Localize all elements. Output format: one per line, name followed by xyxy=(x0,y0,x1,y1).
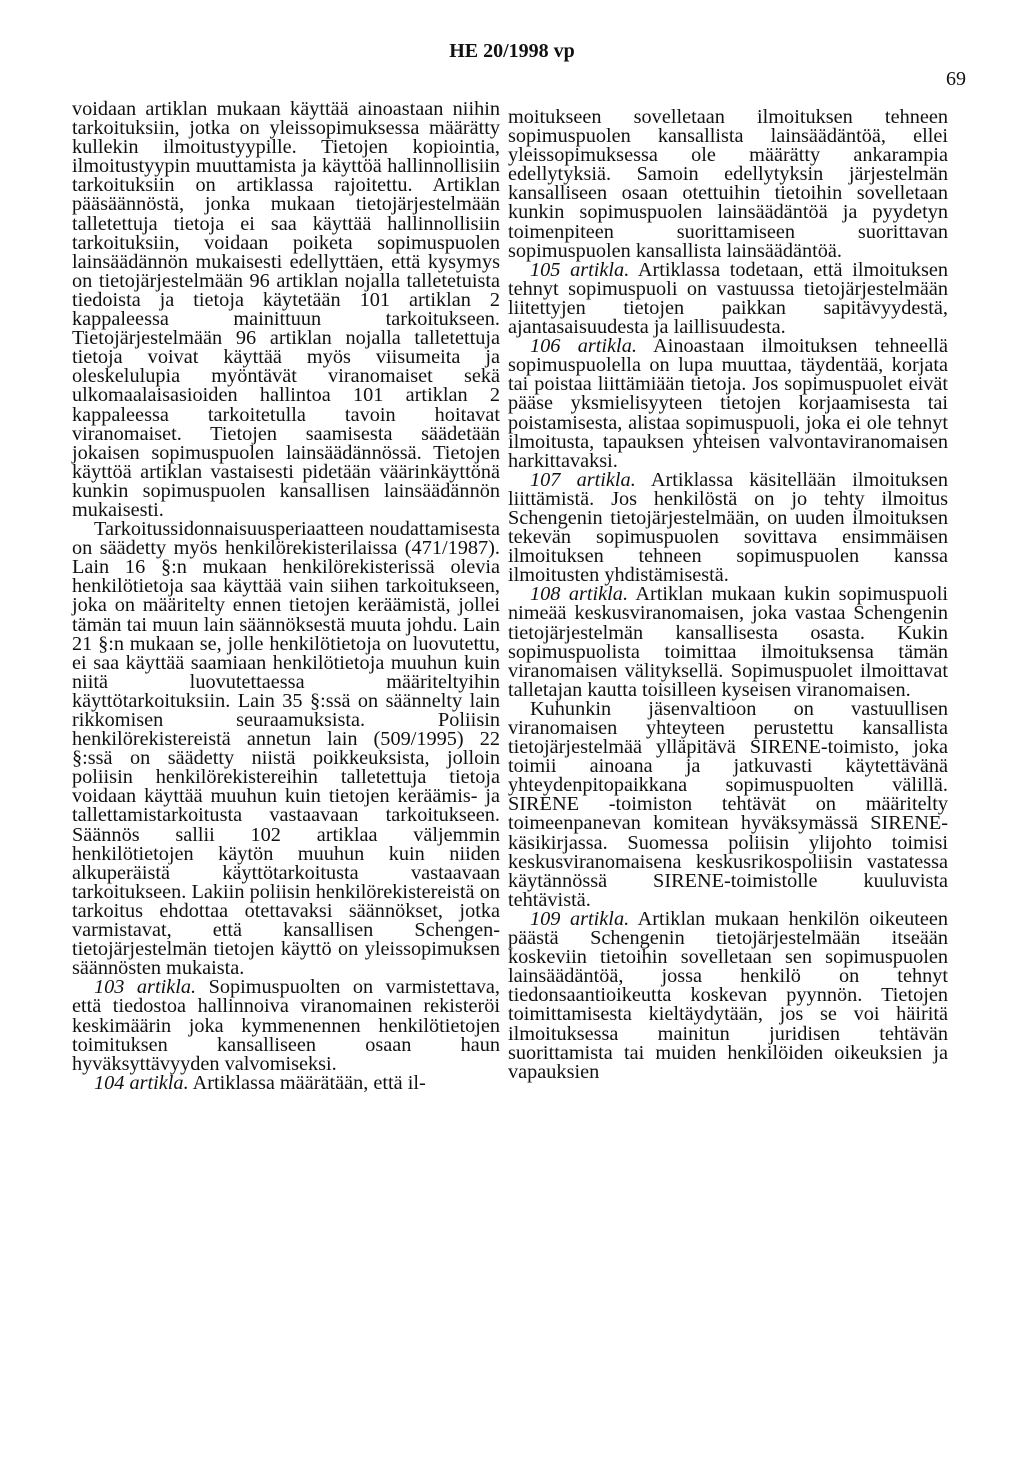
paragraph-text: voidaan artiklan mukaan käyttää ainoastaan niihin tarkoituksiin, jotka on yleissopimuksessa määrätty kullekin ilmoitustyypille. Tietojen kopiointia, ilmoitustyypin muuttamista ja käyttöä hallinnollisiin tarkoituksiin on artiklassa rajoitettu. Artiklan pääsäännöstä, jonka mukaan tietojärjestelmään talletettuja tietoja ei saa käyttää hallinnollisiin tarkoituksiin, voidaan poiketa sopimuspuolen lainsäädännön mukaisesti edellyttäen, että kysymys on tietojärjestelmään 96 artiklan nojalla talletetuista tiedoista ja tietoja käytetään 101 artiklan 2 kappaleessa mainittuun tarkoitukseen. Tietojärjestelmään 96 artiklan nojalla talletettuja tietoja voivat käyttää myös viisumeita ja oleskelulupia myöntävät viranomaiset sekä ulkomaalaisasioiden hallintoa 101 artiklan 2 kappaleessa tarkoitetulla tavoin hoitavat viranomaiset. Tietojen saamisesta säädetään jokaisen sopimuspuolen lainsäädännössä. Tietojen käyttöä artiklan vastaisesti pidetään väärinkäyttönä kunkin sopimuspuolen kansallisen lainsäädännön mukaisesti. xyxy=(72,98,500,521)
right-column xyxy=(508,108,948,1082)
paragraph-text: Artiklassa todetaan, että ilmoituksen tehnyt sopimuspuoli on vastuussa tietojärjestelmään liitettyjen tietojen paikkan sapitävyydestä, ajantasaisuudesta ja laillisuudesta. xyxy=(508,258,948,339)
article-heading: 105 artikla. xyxy=(530,258,630,281)
article-heading: 104 artikla. xyxy=(94,1071,189,1094)
article-paragraph xyxy=(72,978,500,1073)
article-heading: 106 artikla. xyxy=(530,335,637,358)
article-paragraph xyxy=(508,258,948,339)
article-paragraph xyxy=(508,337,948,471)
running-header: HE 20/1998 vp xyxy=(449,40,575,62)
paragraph xyxy=(72,100,500,520)
paragraph-text: Tarkoitussidonnaisuusperiaatteen noudattamisesta on säädetty myös henkilörekisterilaissa (471/1987). Lain 16 §:n mukaan henkilörekisterissä olevia henkilötietoja saa käyttää vain siihen tarkoitukseen, joka on määritelty ennen tietojen keräämistä, jollei tämän tai muun lain säännöksestä muuta johdu. Lain 21 §:n mukaan se, jolle henkilötietoja on luovutettu, ei saa käyttää saamiaan henkilötietoja muuhun kuin niitä luovutettaessa määriteltyihin käyttötarkoituksiin. Lain 35 §:ssä on säännelty lain rikkomisen seuraamuksista. Poliisin henkilörekistereistä annetun lain (509/1995) 22 §:ssä on säädetty niistä poikkeuksista, jolloin poliisin henkilörekistereihin talletettuja tietoja voidaan käyttää muuhun kuin tietojen keräämis- ja tallettamistarkoitusta vastaavaan tarkoitukseen. Säännös sallii 102 artiklaa väljemmin henkilötietojen käytön muuhun kuin niiden alkuperäistä käyttötarkoitusta vastaavaan tarkoitukseen. Lakiin poliisin henkilörekistereistä on tarkoitus ehdottaa otettavaksi säännökset, jotka varmistavat, että kansallisen Schengen-tietojärjestelmän tietojen käyttö on yleissopimuksen säännösten mukaista. xyxy=(72,518,500,980)
article-heading: 109 artikla. xyxy=(530,907,630,930)
paragraph-text: Sopimuspuolten on varmistettava, että tiedostoa hallinnoiva viranomainen rekisteröi keskimäärin joka kymmenennen henkilötietojen toimituksen kansalliseen osaan haun hyväksyttävyyden valvomiseksi. xyxy=(72,976,500,1075)
paragraph-text: Ainoastaan ilmoituksen tehneellä sopimuspuolella on lupa muuttaa, täydentää, korjata tai poistaa liittämiään tietoja. Jos sopimuspuolet eivät pääse yksmielisyyteen tietojen korjaamisesta tai poistamisesta, alistaa sopimuspuoli, joka ei ole tehnyt ilmoitusta, tapauksen yhteisen valvontaviranomaisen harkittavaksi. xyxy=(508,335,948,472)
paragraph xyxy=(508,697,948,911)
article-paragraph xyxy=(508,907,948,1083)
paragraph xyxy=(508,108,948,261)
left-column xyxy=(72,100,500,1093)
article-heading: 103 artikla. xyxy=(94,976,197,999)
article-paragraph xyxy=(508,468,948,587)
paragraph-text: Artiklan mukaan henkilön oikeuteen päästä Schengenin tietojärjestelmään itseään koskeviin tietoihin sovelletaan sen sopimuspuolen lainsäädäntöä, jossa henkilö on tehnyt tiedonsaantioikeutta koskevan pyynnön. Tietojen toimittamisesta kieltäydytään, jos se voi häiritä ilmoituksessa mainitun juridisen tehtävän suorittamista tai muiden henkilöiden oikeuksien ja vapauksien xyxy=(508,907,948,1083)
article-paragraph xyxy=(72,1071,500,1094)
page-number: 69 xyxy=(946,68,966,90)
paragraph-text: Kuhunkin jäsenvaltioon on vastuullisen viranomaisen yhteyteen perustettu kansallista tietojärjestelmää ylläpitävä SIRENE-toimisto, joka toimii ainoana ja jatkuvasti käytettävänä yhteydenpitopaikkana sopimuspuolten välillä. SIRENE -toimiston tehtävät on määritelty toimeenpanevan komitean hyväksymässä SIRENE-käsikirjassa. Suomessa poliisin ylijohto toimisi keskusviranomaisena keskusrikospoliisin vastatessa käytännössä SIRENE-toimistolle kuuluvista tehtävistä. xyxy=(508,697,948,911)
paragraph-text: Artiklassa käsitellään ilmoituksen liittämistä. Jos henkilöstä on jo tehty ilmoitus Schengenin tietojärjestelmään, on uuden ilmoituksen tekevän sopimuspuolen sovittava ensimmäisen ilmoituksen tehneen sopimuspuolen kanssa ilmoitusten yhdistämisestä. xyxy=(508,468,948,587)
article-heading: 107 artikla. xyxy=(530,468,636,491)
paragraph-text: Artiklassa määrätään, että il- xyxy=(188,1071,426,1094)
paragraph xyxy=(72,520,500,978)
paragraph-text: Artiklan mukaan kukin sopimuspuoli nimeää keskusviranomaisen, joka vastaa Schengenin tietojärjestelmän kansallisesta osasta. Kukin sopimuspuolista toimittaa ilmoituksensa tämän viranomaisen välityksellä. Sopimuspuolet ilmoittavat talletajan kautta toisilleen kyseisen viranomaisen. xyxy=(508,583,948,701)
article-heading: 108 artikla. xyxy=(530,583,629,606)
article-paragraph xyxy=(508,585,948,700)
paragraph-text: moitukseen sovelletaan ilmoituksen tehneen sopimuspuolen kansallista lainsäädäntöä, ellei yleissopimuksessa ole määrätty ankarampia edellytyksiä. Samoin edellytyksin järjestelmän kansalliseen osaan otettuihin tietoihin sovelletaan kunkin sopimuspuolen lainsäädäntöä ja pyydetyn toimenpiteen suorittamiseen suorittavan sopimuspuolen kansallista lainsäädäntöä. xyxy=(508,106,948,262)
